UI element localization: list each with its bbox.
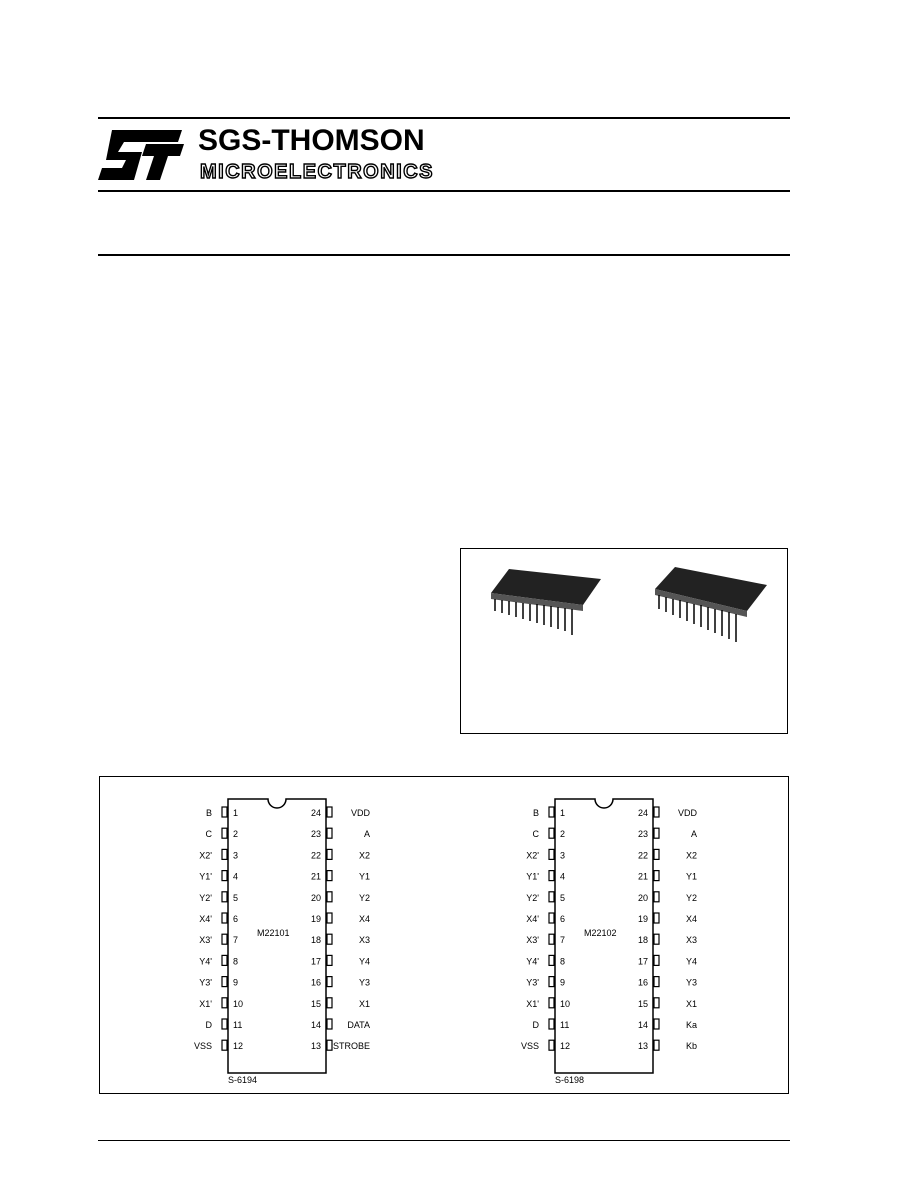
pin-label: Y2 — [358, 892, 370, 903]
pin-stub — [222, 871, 227, 881]
pin-number: 15 — [637, 998, 648, 1009]
pin-number: 22 — [637, 850, 648, 861]
pin-label: X3' — [526, 935, 539, 946]
pin-number: 5 — [560, 892, 566, 903]
pin-number: 13 — [637, 1041, 648, 1052]
pin-number: 10 — [560, 998, 571, 1009]
pin-number: 9 — [233, 977, 239, 988]
pin-stub — [327, 807, 332, 817]
footer-rule — [98, 1140, 790, 1141]
pin-number: 8 — [560, 956, 566, 967]
pin-stub — [549, 913, 554, 923]
pin-stub — [327, 955, 332, 965]
pin-stub — [549, 1040, 554, 1050]
pin-stub — [654, 955, 659, 965]
pin-stub — [549, 998, 554, 1008]
pin-stub — [549, 1019, 554, 1029]
pin-diagram-canvas — [100, 777, 788, 1093]
pin-stub — [222, 807, 227, 817]
pin-label: VSS — [520, 1041, 539, 1052]
pin-stub — [327, 977, 332, 987]
pin-number: 9 — [560, 977, 566, 988]
pin-stub — [654, 934, 659, 944]
pin-label: VSS — [193, 1041, 212, 1052]
pin-stub — [654, 977, 659, 987]
pin-stub — [222, 998, 227, 1008]
pin-label: X2' — [526, 850, 539, 861]
pin-stub — [222, 934, 227, 944]
pin-label: X4' — [199, 914, 212, 924]
pin-number: 23 — [310, 829, 321, 840]
pin-label: Y4' — [199, 956, 212, 967]
pin-label: Y1' — [526, 871, 539, 882]
pin-number: 20 — [310, 892, 321, 903]
pin-stub — [327, 892, 332, 902]
pin-connections-figure — [99, 776, 789, 1094]
pin-label: Y3 — [685, 977, 697, 988]
pin-stub — [549, 977, 554, 987]
pin-label: X2 — [685, 850, 697, 861]
pin-number: 18 — [637, 935, 648, 946]
pin-label: X1' — [199, 998, 212, 1009]
pin-number: 17 — [637, 956, 648, 967]
pin-label: Y4 — [358, 956, 370, 967]
pin-number: 16 — [637, 977, 648, 988]
pin-stub — [549, 828, 554, 838]
pin-number: 12 — [560, 1041, 571, 1052]
pin-label: C — [205, 829, 212, 840]
pin-label: Y1 — [358, 871, 370, 882]
pin-stub — [654, 1019, 659, 1029]
pin-number: 6 — [233, 914, 239, 924]
pin-stub — [222, 1019, 227, 1029]
pin-stub — [549, 807, 554, 817]
part-number: M22102 — [584, 928, 617, 938]
pin-number: 21 — [310, 871, 321, 882]
pin-stub — [549, 934, 554, 944]
pin-number: 21 — [637, 871, 648, 882]
pin-number: 6 — [560, 914, 566, 924]
pin-stub — [327, 998, 332, 1008]
brand-name: SGS-THOMSON — [198, 124, 425, 157]
pin-stub — [222, 913, 227, 923]
pin-stub — [654, 807, 659, 817]
pin-stub — [654, 998, 659, 1008]
figure-code: S-6194 — [228, 1075, 258, 1085]
figure-code: S-6198 — [555, 1075, 585, 1085]
pin-stub — [327, 934, 332, 944]
pin-stub — [327, 913, 332, 923]
pin-label: X1' — [526, 998, 539, 1009]
pin-number: 3 — [560, 850, 566, 861]
pin-label: X3 — [358, 935, 370, 946]
pin-label: X1 — [358, 998, 370, 1009]
pin-number: 2 — [233, 829, 239, 840]
pin-label: VDD — [677, 808, 697, 818]
pin-label: A — [690, 829, 697, 840]
pin-number: 8 — [233, 956, 239, 967]
pin-stub — [327, 828, 332, 838]
pin-number: 5 — [233, 892, 239, 903]
pin-label: VDD — [350, 808, 370, 818]
pin-stub — [654, 871, 659, 881]
pin-number: 1 — [233, 808, 239, 818]
pin-number: 18 — [310, 935, 321, 946]
dip-package-icon — [461, 549, 787, 733]
pin-number: 7 — [233, 935, 239, 946]
pin-label: DATA — [347, 1020, 370, 1030]
pin-number: 19 — [310, 914, 321, 924]
pin-number: 14 — [637, 1020, 648, 1030]
pin-label: Y2' — [526, 892, 539, 903]
pin-label: Y1 — [685, 871, 697, 882]
part-number: M22101 — [257, 928, 290, 938]
pin-number: 12 — [233, 1041, 244, 1052]
pin-number: 4 — [233, 871, 239, 882]
pin-number: 1 — [560, 808, 566, 818]
pin-number: 11 — [560, 1020, 570, 1030]
pin-number: 13 — [310, 1041, 321, 1052]
pin-label: Y1' — [199, 871, 212, 882]
header-bottom-rule — [98, 190, 790, 192]
pin-label: Y2' — [199, 892, 212, 903]
pin-label: A — [363, 829, 370, 840]
pin-stub — [654, 828, 659, 838]
pin-label: B — [205, 808, 212, 818]
pin-label: Ka — [685, 1020, 697, 1030]
pin-number: 20 — [637, 892, 648, 903]
pin-stub — [222, 955, 227, 965]
pin-number: 3 — [233, 850, 239, 861]
pin-label: X4' — [526, 914, 539, 924]
pin-label: STROBE — [332, 1041, 370, 1052]
pin-label: Y3' — [199, 977, 212, 988]
pin-label: Y4 — [685, 956, 697, 967]
package-figure — [460, 548, 788, 734]
pin-label: X1 — [685, 998, 697, 1009]
pin-stub — [549, 955, 554, 965]
pin-label: B — [532, 808, 539, 818]
pin-number: 17 — [310, 956, 321, 967]
pin-stub — [222, 892, 227, 902]
pin-number: 19 — [637, 914, 648, 924]
pin-number: 16 — [310, 977, 321, 988]
pin-stub — [327, 1040, 332, 1050]
pin-number: 23 — [637, 829, 648, 840]
pin-number: 24 — [637, 808, 648, 818]
pin-number: 2 — [560, 829, 566, 840]
brand-subtitle: MICROELECTRONICS — [200, 161, 434, 183]
pin-label: C — [532, 829, 539, 840]
top-rule — [98, 117, 790, 119]
pin-label: X3 — [685, 935, 697, 946]
st-logo-icon — [98, 126, 188, 184]
pin-label: Y4' — [526, 956, 539, 967]
pin-stub — [654, 1040, 659, 1050]
pin-label: D — [205, 1020, 212, 1030]
pin-number: 15 — [310, 998, 321, 1009]
title-rule — [98, 254, 790, 256]
pin-number: 22 — [310, 850, 321, 861]
pin-label: Y2 — [685, 892, 697, 903]
pin-label: X4 — [358, 914, 370, 924]
pin-label: X3' — [199, 935, 212, 946]
pin-stub — [654, 892, 659, 902]
pin-stub — [327, 1019, 332, 1029]
pin-stub — [222, 1040, 227, 1050]
pin-stub — [327, 871, 332, 881]
pin-label: X2' — [199, 850, 212, 861]
pin-label: X4 — [685, 914, 697, 924]
pin-stub — [327, 849, 332, 859]
pin-number: 24 — [310, 808, 321, 818]
pin-stub — [222, 977, 227, 987]
pin-number: 10 — [233, 998, 244, 1009]
pin-label: X2 — [358, 850, 370, 861]
pin-stub — [549, 849, 554, 859]
pin-label: Y3 — [358, 977, 370, 988]
pin-number: 4 — [560, 871, 566, 882]
pin-stub — [654, 849, 659, 859]
pin-stub — [654, 913, 659, 923]
pin-stub — [549, 892, 554, 902]
pin-number: 14 — [310, 1020, 321, 1030]
pin-label: D — [532, 1020, 539, 1030]
pin-number: 11 — [233, 1020, 243, 1030]
pin-label: Kb — [685, 1041, 697, 1052]
pin-stub — [549, 871, 554, 881]
pin-number: 7 — [560, 935, 566, 946]
pin-label: Y3' — [526, 977, 539, 988]
pin-stub — [222, 828, 227, 838]
pin-stub — [222, 849, 227, 859]
